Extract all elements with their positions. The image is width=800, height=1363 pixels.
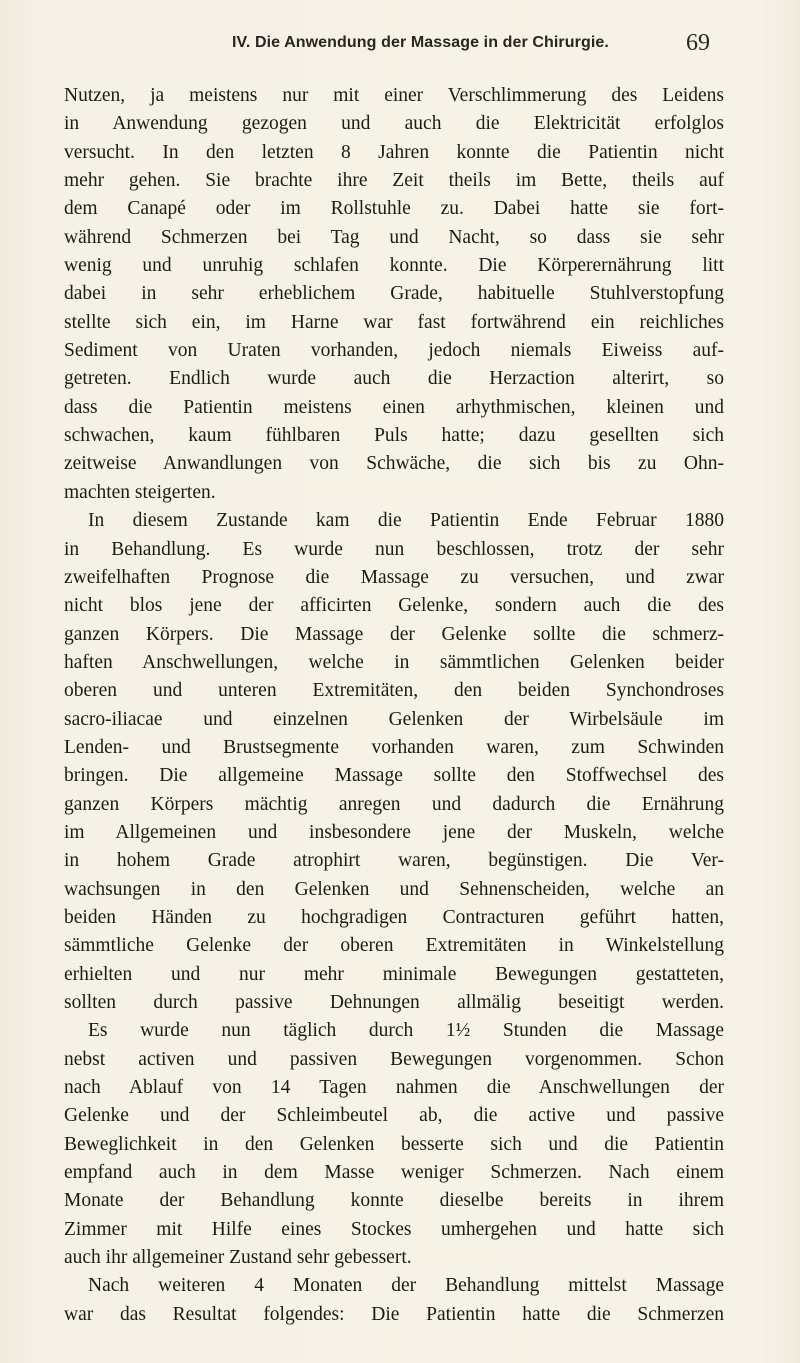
text-line: Es wurde nun täglich durch 1½ Stunden die Massage	[88, 1020, 724, 1042]
text-line: sacro-iliacae und einzelnen Gelenken der Wirbelsäule im	[64, 708, 724, 730]
text-line: bringen. Die allgemeine Massage sollte den Stoffwechsel des	[64, 765, 724, 787]
running-title: IV. Die Anwendung der Massage in der Chirurgie.	[232, 34, 609, 51]
text-line: Sediment von Uraten vorhanden, jedoch niemals Eiweiss auf-	[64, 340, 724, 362]
running-header	[232, 30, 710, 58]
text-line: machten steigerten.	[64, 481, 216, 503]
text-line: erhielten und nur mehr minimale Bewegungen gestatteten,	[64, 963, 724, 985]
text-line: in Behandlung. Es wurde nun beschlossen, trotz der sehr	[64, 538, 724, 560]
text-line: Gelenke und der Schleimbeutel ab, die active und passive	[64, 1105, 724, 1127]
text-line: empfand auch in dem Masse weniger Schmerzen. Nach einem	[64, 1162, 724, 1184]
text-line: Nutzen, ja meistens nur mit einer Verschlimmerung des Leidens	[64, 85, 724, 106]
body-text	[64, 82, 724, 1329]
text-line: Zimmer mit Hilfe eines Stockes umhergehen und hatte sich	[64, 1218, 724, 1240]
text-line: haften Anschwellungen, welche in sämmtlichen Gelenken beider	[64, 651, 724, 673]
text-line: ganzen Körpers mächtig anregen und dadurch die Ernährung	[64, 793, 724, 815]
text-line: dass die Patientin meistens einen arhythmischen, kleinen und	[64, 396, 724, 418]
text-line: sollten durch passive Dehnungen allmälig beseitigt werden.	[64, 992, 724, 1013]
text-line: zweifelhaften Prognose die Massage zu versuchen, und zwar	[64, 566, 724, 588]
text-line: stellte sich ein, im Harne war fast fortwährend ein reichliches	[64, 311, 724, 333]
text-line: im Allgemeinen und insbesondere jene der Muskeln, welche	[64, 821, 724, 843]
text-line: in Anwendung gezogen und auch die Elektricität erfolglos	[64, 113, 724, 135]
text-line: dabei in sehr erheblichem Grade, habituelle Stuhlverstopfung	[64, 283, 724, 305]
text-line: versucht. In den letzten 8 Jahren konnte die Patientin nicht	[64, 141, 724, 163]
text-line: nebst activen und passiven Bewegungen vorgenommen. Schon	[64, 1048, 724, 1070]
text-line: oberen und unteren Extremitäten, den beiden Synchondroses	[64, 680, 724, 702]
text-line: in hohem Grade atrophirt waren, begünstigen. Die Ver-	[64, 850, 724, 872]
page-number: 69	[686, 30, 710, 56]
text-line: ganzen Körpers. Die Massage der Gelenke sollte die schmerz-	[64, 623, 724, 645]
text-line: nicht blos jene der afficirten Gelenke, sondern auch die des	[64, 595, 724, 617]
text-line: beiden Händen zu hochgradigen Contracturen geführt hatten,	[64, 906, 724, 928]
text-line: auch ihr allgemeiner Zustand sehr gebessert.	[64, 1247, 412, 1269]
text-line: Beweglichkeit in den Gelenken besserte sich und die Patientin	[64, 1133, 724, 1155]
text-line: während Schmerzen bei Tag und Nacht, so dass sie sehr	[64, 226, 724, 248]
text-line: wenig und unruhig schlafen konnte. Die Körperernährung litt	[64, 255, 724, 277]
text-line: Nach weiteren 4 Monaten der Behandlung mittelst Massage	[88, 1275, 724, 1297]
text-line: wachsungen in den Gelenken und Sehnenscheiden, welche an	[64, 878, 724, 900]
text-line: war das Resultat folgendes: Die Patientin hatte die Schmerzen	[64, 1303, 724, 1325]
text-line: Monate der Behandlung konnte dieselbe bereits in ihrem	[64, 1190, 724, 1212]
text-line: In diesem Zustande kam die Patientin Ende Februar 1880	[88, 510, 724, 532]
text-line: dem Canapé oder im Rollstuhle zu. Dabei hatte sie fort-	[64, 198, 724, 220]
text-line: schwachen, kaum fühlbaren Puls hatte; dazu gesellten sich	[64, 425, 724, 447]
text-line: getreten. Endlich wurde auch die Herzaction alterirt, so	[64, 368, 724, 390]
text-line: Lenden- und Brustsegmente vorhanden waren, zum Schwinden	[64, 736, 724, 758]
text-line: nach Ablauf von 14 Tagen nahmen die Anschwellungen der	[64, 1077, 724, 1099]
text-line: zeitweise Anwandlungen von Schwäche, die sich bis zu Ohn-	[64, 453, 724, 475]
text-line: sämmtliche Gelenke der oberen Extremitäten in Winkelstellung	[64, 935, 724, 957]
text-line: mehr gehen. Sie brachte ihre Zeit theils im Bette, theils auf	[64, 170, 724, 192]
